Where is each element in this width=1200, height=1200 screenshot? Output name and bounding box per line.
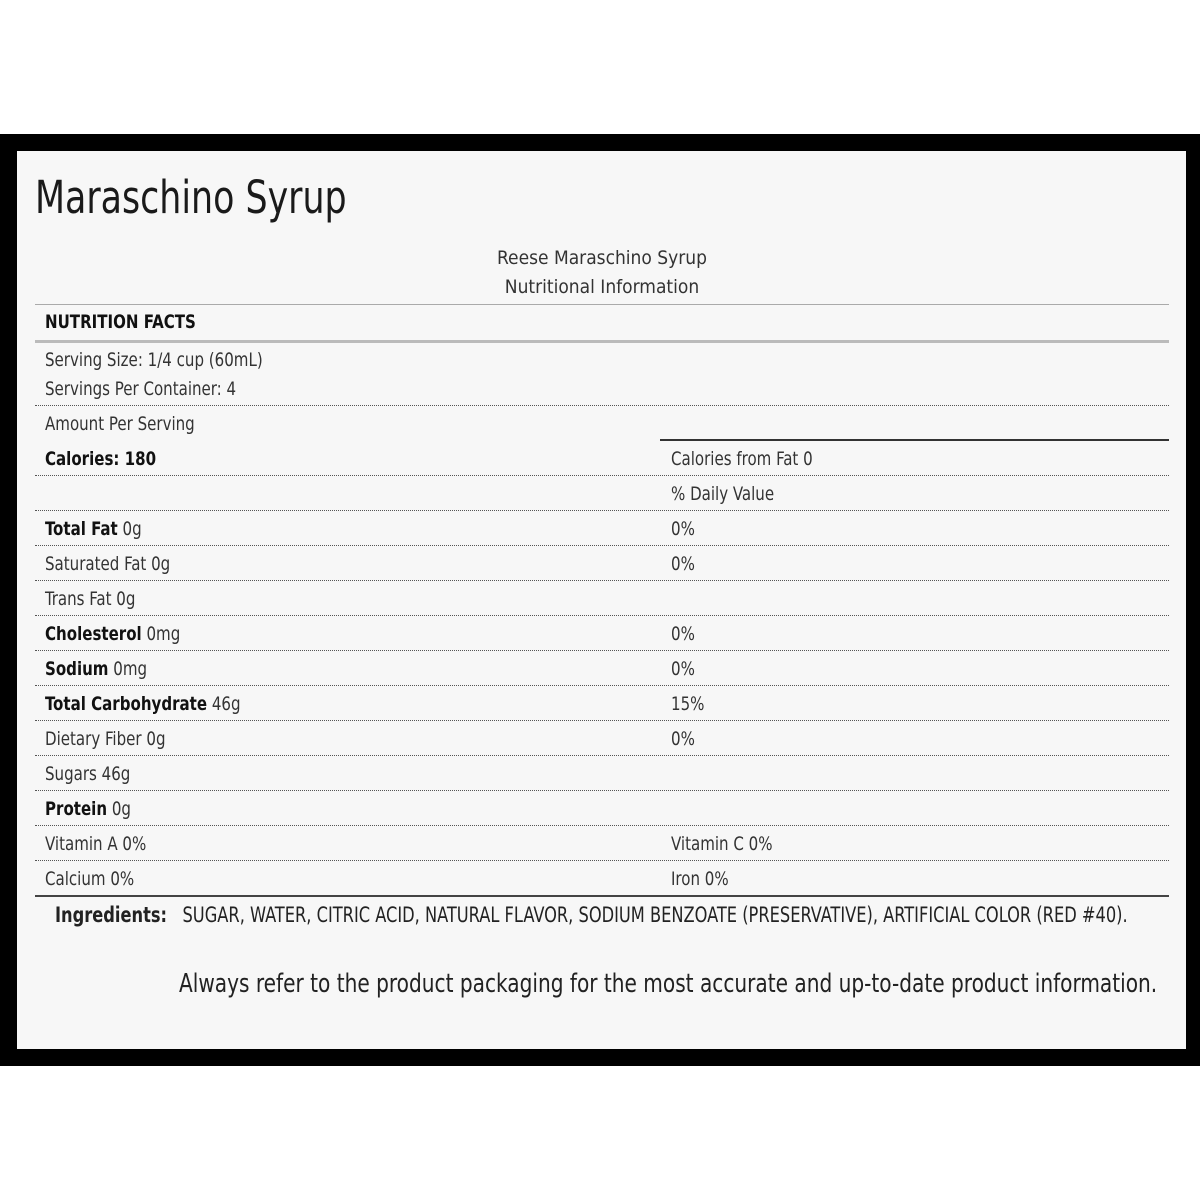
disclaimer: Always refer to the product packaging for the most accurate and up-to-date product information. bbox=[179, 969, 1158, 999]
nutrient-name: Sugars bbox=[45, 763, 97, 785]
divider bbox=[35, 825, 1169, 826]
ingredients-text: SUGAR, WATER, CITRIC ACID, NATURAL FLAVOR, SODIUM BENZOATE (PRESERVATIVE), ARTIFICIAL COLOR (RED #40). bbox=[182, 903, 1128, 927]
divider bbox=[35, 720, 1169, 721]
nutrient-daily-value: 0% bbox=[671, 658, 695, 680]
nutrient-row bbox=[45, 798, 131, 820]
vitamin-c: Vitamin C 0% bbox=[671, 833, 773, 855]
calories-from-fat: Calories from Fat 0 bbox=[671, 448, 813, 470]
nutrient-amount: 0g bbox=[117, 518, 142, 540]
nutrient-row bbox=[45, 763, 130, 785]
page-title: Maraschino Syrup bbox=[35, 171, 347, 224]
product-name: Reese Maraschino Syrup bbox=[497, 247, 707, 269]
calcium: Calcium 0% bbox=[45, 868, 135, 890]
nutrient-amount: 0mg bbox=[141, 623, 181, 645]
daily-value-header: % Daily Value bbox=[671, 483, 775, 505]
nutrient-name: Sodium bbox=[45, 658, 109, 680]
nutrient-name: Dietary Fiber bbox=[45, 728, 142, 750]
nutrient-row bbox=[45, 623, 180, 645]
nutrient-row bbox=[45, 728, 166, 750]
nutrient-name: Protein bbox=[45, 798, 108, 820]
divider bbox=[660, 439, 1169, 441]
nutrient-row bbox=[45, 518, 142, 540]
nutrient-name: Cholesterol bbox=[45, 623, 142, 645]
servings-per-container: Servings Per Container: 4 bbox=[45, 378, 237, 400]
nutrient-daily-value: 0% bbox=[671, 623, 695, 645]
divider bbox=[35, 475, 1169, 476]
nutrient-amount: 0g bbox=[146, 553, 171, 575]
nutrient-amount: 0mg bbox=[108, 658, 148, 680]
label-panel bbox=[17, 151, 1186, 1049]
nutrient-daily-value: 0% bbox=[671, 728, 695, 750]
nutrient-amount: 46g bbox=[96, 763, 131, 785]
nutrition-facts-label: NUTRITION FACTS bbox=[45, 311, 196, 333]
vitamin-a: Vitamin A 0% bbox=[45, 833, 147, 855]
nutrient-name: Trans Fat bbox=[45, 588, 112, 610]
ingredients bbox=[55, 903, 1128, 927]
divider bbox=[35, 510, 1169, 511]
nutrient-name: Total Fat bbox=[45, 518, 118, 540]
amount-per-serving: Amount Per Serving bbox=[45, 413, 195, 435]
nutrient-amount: 0g bbox=[111, 588, 136, 610]
nutrient-row bbox=[45, 658, 147, 680]
divider bbox=[35, 304, 1169, 305]
divider bbox=[35, 615, 1169, 616]
divider bbox=[35, 405, 1169, 406]
nutrient-row bbox=[45, 588, 135, 610]
divider bbox=[35, 790, 1169, 791]
info-heading: Nutritional Information bbox=[504, 276, 700, 298]
divider bbox=[35, 340, 1169, 343]
nutrient-amount: 46g bbox=[207, 693, 241, 715]
ingredients-label: Ingredients: bbox=[55, 903, 168, 927]
nutrient-amount: 0g bbox=[141, 728, 166, 750]
divider bbox=[35, 755, 1169, 756]
nutrient-name: Saturated Fat bbox=[45, 553, 147, 575]
nutrient-row bbox=[45, 693, 241, 715]
nutrient-amount: 0g bbox=[107, 798, 131, 820]
iron: Iron 0% bbox=[671, 868, 729, 890]
nutrient-name: Total Carbohydrate bbox=[45, 693, 208, 715]
divider bbox=[35, 860, 1169, 861]
nutrient-daily-value: 0% bbox=[671, 553, 695, 575]
calories: Calories: 180 bbox=[45, 448, 157, 470]
black-frame bbox=[0, 134, 1200, 1066]
divider bbox=[35, 685, 1169, 686]
divider bbox=[35, 650, 1169, 651]
divider bbox=[35, 580, 1169, 581]
divider bbox=[35, 895, 1169, 897]
nutrient-daily-value: 15% bbox=[671, 693, 705, 715]
nutrient-daily-value: 0% bbox=[671, 518, 695, 540]
nutrient-row bbox=[45, 553, 170, 575]
serving-size: Serving Size: 1/4 cup (60mL) bbox=[45, 349, 263, 371]
divider bbox=[35, 545, 1169, 546]
